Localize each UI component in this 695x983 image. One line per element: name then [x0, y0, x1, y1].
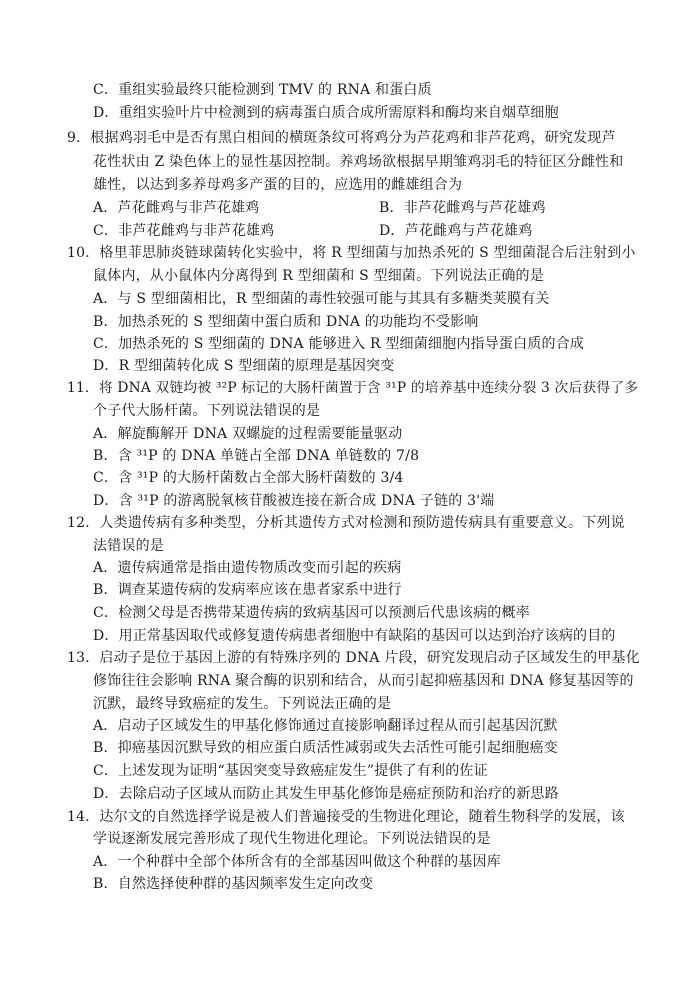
q13-stem-line-3: 沉默，最终导致癌症的发生。下列说法正确的是	[93, 696, 392, 712]
q13-option-c: C．上述发现为证明“基因突变导致癌症发生”提供了有利的佐证	[93, 763, 488, 779]
q12-stem-line-1: 12．人类遗传病有多种类型，分析其遗传方式对检测和预防遗传病具有重要意义。下列说	[67, 515, 625, 531]
q10-option-d: D．R 型细菌转化成 S 型细菌的原理是基因突变	[93, 358, 395, 374]
q12-option-b: B．调查某遗传病的发病率应该在患者家系中进行	[93, 582, 402, 598]
q11-option-a: A．解旋酶解开 DNA 双螺旋的过程需要能量驱动	[93, 426, 403, 442]
q10-option-c: C．加热杀死的 S 型细菌的 DNA 能够进入 R 型细菌细胞内指导蛋白质的合成	[93, 336, 585, 352]
q12-option-d: D．用正常基因取代或修复遗传病患者细胞中有缺陷的基因可以达到治疗该病的目的	[93, 628, 616, 644]
q11-stem-line-2: 个子代大肠杆菌。下列说法错误的是	[93, 403, 321, 419]
q12-option-c: C．检测父母是否携带某遗传病的致病基因可以预测后代患该病的概率	[93, 605, 530, 621]
q12-stem-line-2: 法错误的是	[93, 538, 164, 554]
q14-option-a: A．一个种群中全部个体所含有的全部基因叫做这个种群的基因库	[93, 854, 501, 870]
q9-stem-line-2: 花性状由 Z 染色体上的显性基因控制。养鸡场欲根据早期雏鸡羽毛的特征区分雌性和	[93, 154, 624, 170]
q13-stem-line-1: 13．启动子是位于基因上游的有特殊序列的 DNA 片段，研究发现启动子区域发生的甲基化	[67, 650, 640, 666]
q9-stem-line-3: 雄性，以达到多养母鸡多产蛋的目的，应选用的雌雄组合为	[93, 177, 463, 193]
q11-stem-line-1: 11．将 DNA 双链均被 ³²P 标记的大肠杆菌置于含 ³¹P 的培养基中连续分裂 3 次后获得了多	[67, 380, 639, 396]
q8-option-c: C．重组实验最终只能检测到 TMV 的 RNA 和蛋白质	[93, 82, 432, 98]
q9-option-a: A．芦花雌鸡与非芦花雄鸡	[93, 200, 260, 216]
q11-option-b: B．含 ³¹P 的 DNA 单链占全部 DNA 单链数的 7/8	[93, 448, 420, 464]
q9-stem-line-1: 9．根据鸡羽毛中是否有黑白相间的横斑条纹可将鸡分为芦花鸡和非芦花鸡，研究发现芦	[67, 130, 616, 146]
q9-option-b: B．非芦花雌鸡与芦花雄鸡	[379, 200, 546, 216]
q12-option-a: A．遗传病通常是指由遗传物质改变而引起的疾病	[93, 560, 402, 576]
q13-stem-line-2: 修饰往往会影响 RNA 聚合酶的识别和结合，从而引起抑癌基因和 DNA 修复基因等的	[93, 673, 634, 689]
q10-option-b: B．加热杀死的 S 型细菌中蛋白质和 DNA 的功能均不受影响	[93, 314, 479, 330]
q13-option-b: B．抑癌基因沉默导致的相应蛋白质活性减弱或失去活性可能引起细胞癌变	[93, 740, 558, 756]
q11-option-d: D．含 ³¹P 的游离脱氧核苷酸被连接在新合成 DNA 子链的 3'端	[93, 493, 495, 509]
q10-option-a: A．与 S 型细菌相比，R 型细菌的毒性较强可能与其具有多糖类荚膜有关	[93, 291, 550, 307]
q9-option-d: D．芦花雌鸡与芦花雄鸡	[379, 223, 533, 239]
q10-stem-line-2: 鼠体内，从小鼠体内分离得到 R 型细菌和 S 型细菌。下列说法正确的是	[93, 268, 544, 284]
q11-option-c: C．含 ³¹P 的大肠杆菌数占全部大肠杆菌数的 3/4	[93, 470, 404, 486]
q10-stem-line-1: 10．格里菲思肺炎链球菌转化实验中，将 R 型细菌与加热杀死的 S 型细菌混合后注射到小	[67, 245, 636, 261]
q14-stem-line-2: 学说逐渐发展完善形成了现代生物进化理论。下列说法错误的是	[93, 831, 491, 847]
q8-option-d: D．重组实验叶片中检测到的病毒蛋白质合成所需原料和酶均来自烟草细胞	[93, 105, 559, 121]
q9-option-c: C．非芦花雌鸡与非芦花雄鸡	[93, 223, 275, 239]
q14-stem-line-1: 14．达尔文的自然选择学说是被人们普遍接受的生物进化理论，随着生物科学的发展，该	[67, 809, 625, 825]
q13-option-d: D．去除启动子区域从而防止其发生甲基化修饰是癌症预防和治疗的新思路	[93, 786, 559, 802]
q14-option-b: B．自然选择使种群的基因频率发生定向改变	[93, 876, 374, 892]
q13-option-a: A．启动子区域发生的甲基化修饰通过直接影响翻译过程从而引起基因沉默	[93, 718, 558, 734]
